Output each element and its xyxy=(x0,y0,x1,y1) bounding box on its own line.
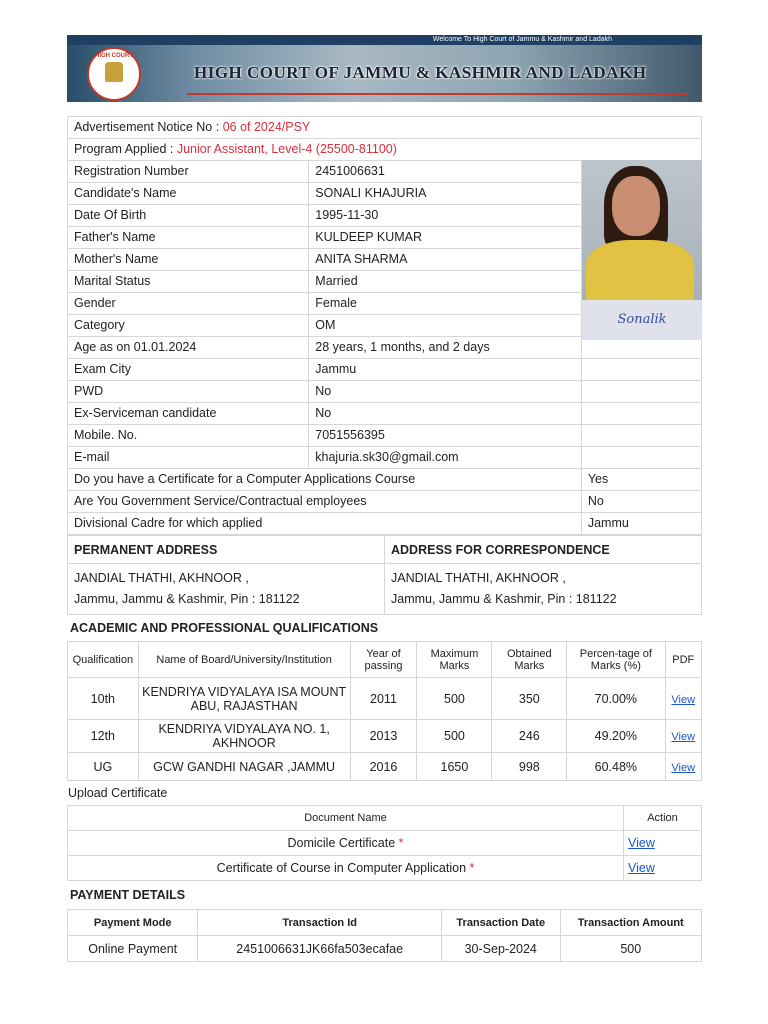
banner-title: HIGH COURT OF JAMMU & KASHMIR AND LADAKH xyxy=(194,63,647,82)
detail-label: Date Of Birth xyxy=(68,205,309,227)
qualification-row xyxy=(68,720,702,753)
transaction-date: 30-Sep-2024 xyxy=(441,936,560,962)
detail-label: PWD xyxy=(68,381,309,403)
advertisement-label: Advertisement Notice No : xyxy=(74,120,220,134)
qualification-pdf-link[interactable]: View xyxy=(671,761,696,774)
correspondence-address-line2: Jammu, Jammu & Kashmir, Pin : 181122 xyxy=(391,592,617,606)
detail-value: OM xyxy=(309,315,582,337)
upload-heading: Upload Certificate xyxy=(68,786,168,800)
qualifications-heading: ACADEMIC AND PROFESSIONAL QUALIFICATIONS xyxy=(70,621,379,635)
qualification-header: Maximum Marks xyxy=(417,642,492,678)
extra-label: Divisional Cadre for which applied xyxy=(68,513,582,535)
qualification-board: KENDRIYA VIDYALAYA NO. 1, AKHNOOR xyxy=(138,720,350,753)
detail-row xyxy=(68,403,702,425)
qualification-year: 2013 xyxy=(350,720,417,753)
qualification-obtained-marks: 998 xyxy=(492,753,567,781)
detail-value: No xyxy=(309,403,582,425)
qualification-obtained-marks: 350 xyxy=(492,678,567,720)
payment-header-row xyxy=(68,910,702,936)
detail-value: 2451006631 xyxy=(309,161,582,183)
detail-value: 1995-11-30 xyxy=(309,205,582,227)
program-value: Junior Assistant, Level-4 (25500-81100) xyxy=(176,142,397,156)
application-form xyxy=(67,35,702,962)
logo-text: HIGH COURT xyxy=(95,53,133,59)
payment-mode: Online Payment xyxy=(68,936,198,962)
detail-row xyxy=(68,447,702,469)
emblem-icon xyxy=(105,62,123,82)
transaction-amount: 500 xyxy=(560,936,702,962)
qualification-year: 2016 xyxy=(350,753,417,781)
detail-label: Registration Number xyxy=(68,161,309,183)
extra-rows xyxy=(68,469,702,535)
advertisement-row xyxy=(68,117,702,139)
correspondence-address-line1: JANDIAL THATHI, AKHNOOR , xyxy=(391,571,566,585)
extra-value: Jammu xyxy=(581,513,701,535)
qualification-year: 2011 xyxy=(350,678,417,720)
qualifications-header-row xyxy=(68,642,702,678)
program-row xyxy=(68,139,702,161)
payment-table xyxy=(67,909,702,962)
document-view-link[interactable]: View xyxy=(628,836,655,850)
extra-value: Yes xyxy=(581,469,701,491)
detail-label: Age as on 01.01.2024 xyxy=(68,337,309,359)
permanent-address-heading: PERMANENT ADDRESS xyxy=(68,536,385,564)
detail-label: Gender xyxy=(68,293,309,315)
document-name-header: Document Name xyxy=(68,806,624,831)
qualification-row xyxy=(68,753,702,781)
detail-value: KULDEEP KUMAR xyxy=(309,227,582,249)
action-header: Action xyxy=(624,806,702,831)
detail-value: khajuria.sk30@gmail.com xyxy=(309,447,582,469)
payment-header: Transaction Date xyxy=(441,910,560,936)
qualification-percentage: 49.20% xyxy=(567,720,665,753)
permanent-address-line2: Jammu, Jammu & Kashmir, Pin : 181122 xyxy=(74,592,300,606)
document-rows xyxy=(68,831,702,881)
detail-value: ANITA SHARMA xyxy=(309,249,582,271)
qualification-header: Qualification xyxy=(68,642,139,678)
qualifications-table xyxy=(67,641,702,781)
detail-label: Exam City xyxy=(68,359,309,381)
detail-row xyxy=(68,359,702,381)
document-row xyxy=(68,831,702,856)
document-row xyxy=(68,856,702,881)
qualification-header: PDF xyxy=(665,642,702,678)
document-name: Domicile Certificate xyxy=(287,836,396,850)
qualification-max-marks: 500 xyxy=(417,720,492,753)
qualification-rows xyxy=(68,678,702,781)
qualification-pdf-link[interactable]: View xyxy=(671,731,696,743)
candidate-signature: Sonalik xyxy=(582,300,702,340)
upload-table xyxy=(67,805,702,881)
detail-row xyxy=(68,425,702,447)
extra-label: Are You Government Service/Contractual employees xyxy=(68,491,582,513)
document-view-link[interactable]: View xyxy=(628,861,655,875)
transaction-id: 2451006631JK66fa503ecafae xyxy=(198,936,442,962)
permanent-address xyxy=(68,564,385,615)
qualification-level: 10th xyxy=(68,678,139,720)
qualification-header: Year of passing xyxy=(350,642,417,678)
detail-value: 28 years, 1 months, and 2 days xyxy=(309,337,582,359)
detail-label: Mother's Name xyxy=(68,249,309,271)
address-table xyxy=(67,535,702,615)
high-court-logo-icon xyxy=(87,47,141,101)
detail-value: Female xyxy=(309,293,582,315)
qualification-board: KENDRIYA VIDYALAYA ISA MOUNT ABU, RAJASTHAN xyxy=(138,678,350,720)
qualification-level: UG xyxy=(68,753,139,781)
detail-value: SONALI KHAJURIA xyxy=(309,183,582,205)
payment-header: Transaction Amount xyxy=(560,910,702,936)
required-marker: * xyxy=(398,836,404,850)
qualification-row xyxy=(68,678,702,720)
welcome-strip: Welcome To High Court of Jammu & Kashmir and Ladakh xyxy=(67,35,702,45)
detail-label: Marital Status xyxy=(68,271,309,293)
extra-row xyxy=(68,491,702,513)
detail-label: Father's Name xyxy=(68,227,309,249)
qualification-max-marks: 500 xyxy=(417,678,492,720)
candidate-photo xyxy=(582,160,702,340)
detail-label: E-mail xyxy=(68,447,309,469)
qualification-max-marks: 1650 xyxy=(417,753,492,781)
qualification-level: 12th xyxy=(68,720,139,753)
advertisement-value: 06 of 2024/PSY xyxy=(222,120,311,134)
qualification-header: Percen-tage of Marks (%) xyxy=(567,642,665,678)
qualification-percentage: 70.00% xyxy=(567,678,665,720)
correspondence-address-heading: ADDRESS FOR CORRESPONDENCE xyxy=(385,536,702,564)
detail-value: Jammu xyxy=(309,359,582,381)
payment-header: Payment Mode xyxy=(68,910,198,936)
document-name: Certificate of Course in Computer Application xyxy=(216,861,467,875)
extra-row xyxy=(68,469,702,491)
extra-label: Do you have a Certificate for a Computer Applications Course xyxy=(68,469,582,491)
detail-value: No xyxy=(309,381,582,403)
detail-label: Mobile. No. xyxy=(68,425,309,447)
payment-row xyxy=(68,936,702,962)
qualification-board: GCW GANDHI NAGAR ,JAMMU xyxy=(138,753,350,781)
qualification-obtained-marks: 246 xyxy=(492,720,567,753)
extra-row xyxy=(68,513,702,535)
banner-underline xyxy=(187,93,688,95)
detail-label: Ex-Serviceman candidate xyxy=(68,403,309,425)
detail-label: Candidate's Name xyxy=(68,183,309,205)
payment-header: Transaction Id xyxy=(198,910,442,936)
qualification-header: Obtained Marks xyxy=(492,642,567,678)
qualification-pdf-link[interactable]: View xyxy=(671,693,696,706)
program-label: Program Applied : xyxy=(74,142,174,156)
permanent-address-line1: JANDIAL THATHI, AKHNOOR , xyxy=(74,571,249,585)
correspondence-address xyxy=(385,564,702,615)
extra-value: No xyxy=(581,491,701,513)
detail-value: 7051556395 xyxy=(309,425,582,447)
header-banner xyxy=(67,35,702,102)
required-marker: * xyxy=(469,861,475,875)
qualification-percentage: 60.48% xyxy=(567,753,665,781)
detail-value: Married xyxy=(309,271,582,293)
detail-row xyxy=(68,381,702,403)
qualification-header: Name of Board/University/Institution xyxy=(138,642,350,678)
payment-heading: PAYMENT DETAILS xyxy=(70,888,186,902)
detail-label: Category xyxy=(68,315,309,337)
